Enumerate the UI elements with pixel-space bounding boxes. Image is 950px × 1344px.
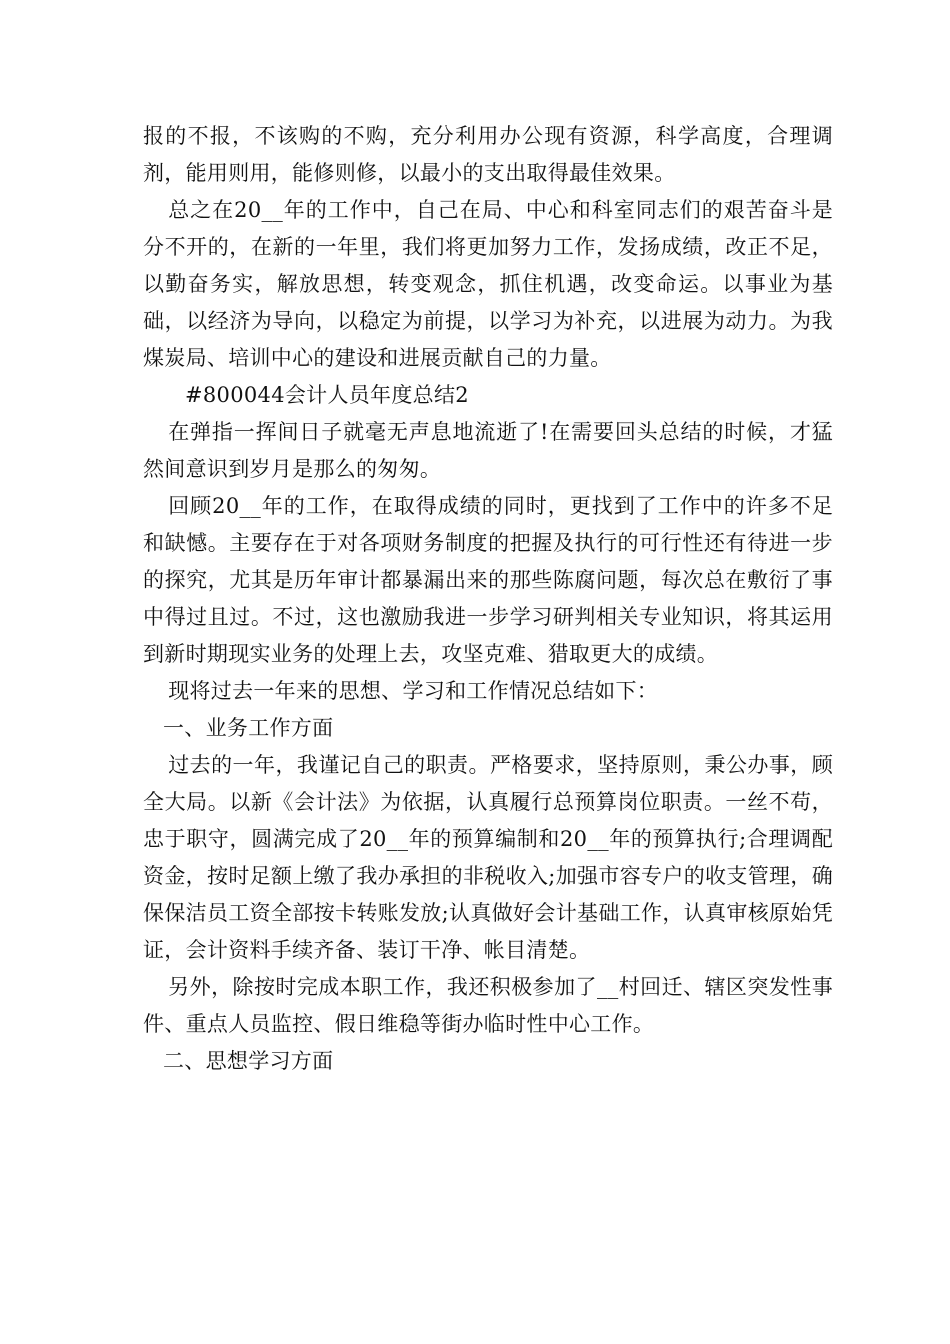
paragraph-outline-lead: 现将过去一年来的思想、学习和工作情况总结如下：	[168, 679, 659, 703]
paragraph-opening-continuation: 报的不报，不该购的不购，充分利用办公现有资源，科学高度，合理调剂，能用则用，能修则修，以最小的支出取得最佳效果。	[143, 124, 833, 185]
document-body	[143, 118, 833, 1080]
paragraph-additional-work: 另外，除按时完成本职工作，我还积极参加了__村回迁、辖区突发性事件、重点人员监控、假日维稳等街办临时性中心工作。	[143, 975, 833, 1036]
paragraph-business-work: 过去的一年，我谨记自己的职责。严格要求，坚持原则，秉公办事，顾全大局。以新《会计法》为依据，认真履行总预算岗位职责。一丝不苟，忠于职守，圆满完成了20__年的预算编制和20__年的预算执行;合理调配资金，按时足额上缴了我办承担的非税收入;加强市容专户的收支管理，确保保洁员工资全部按卡转账发放;认真做好会计基础工作，认真审核原始凭证，会计资料手续齐备、装订干净、帐目清楚。	[143, 753, 833, 962]
paragraph-intro: 在弹指一挥间日子就毫无声息地流逝了!在需要回头总结的时候，才猛然间意识到岁月是那么的匆匆。	[143, 420, 833, 481]
document-section-title: #800044会计人员年度总结2	[185, 383, 469, 407]
paragraph-summary: 总之在20__年的工作中，自己在局、中心和科室同志们的艰苦奋斗是分不开的，在新的一年里，我们将更加努力工作，发扬成绩，改正不足，以勤奋务实，解放思想，转变观念，抓住机遇，改变命运。以事业为基础，以经济为导向，以稳定为前提，以学习为补充，以进展为动力。为我煤炭局、培训中心的建设和进展贡献自己的力量。	[143, 198, 833, 370]
paragraph-review: 回顾20__年的工作，在取得成绩的同时，更找到了工作中的许多不足和缺憾。主要存在于对各项财务制度的把握及执行的可行性还有待进一步的探究，尤其是历年审计都暴漏出来的那些陈腐问题，每次总在敷衍了事中得过且过。不过，这也激励我进一步学习研判相关专业知识，将其运用到新时期现实业务的处理上去，攻坚克难、猎取更大的成绩。	[143, 494, 833, 666]
heading-business-work: 一、业务工作方面	[163, 716, 334, 740]
heading-thought-study: 二、思想学习方面	[163, 1049, 334, 1073]
